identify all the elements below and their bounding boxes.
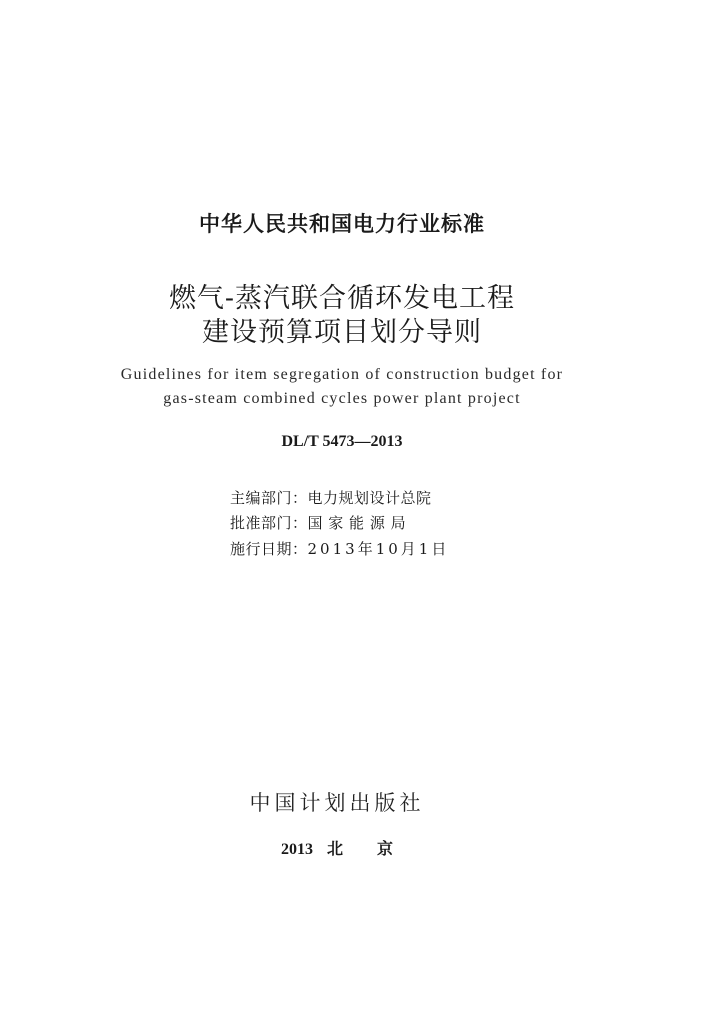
editor-department-label: 主编部门：	[230, 489, 308, 507]
standard-number: DL/T 5473—2013	[281, 433, 403, 450]
approver-department-value: 国 家 能 源 局	[307, 514, 407, 532]
title-zh-line-1: 燃气-蒸汽联合循环发电工程	[168, 283, 516, 314]
editor-department-value: 电力规划设计总院	[307, 489, 432, 507]
editor-department-row	[230, 487, 432, 508]
publisher-name: 中国计划出版社	[249, 791, 425, 815]
imprint-year: 2013	[280, 841, 313, 858]
approver-department-label: 批准部门：	[230, 514, 308, 532]
standard-series-heading: 中华人民共和国电力行业标准	[199, 212, 485, 236]
effective-date-label: 施行日期：	[230, 540, 308, 558]
imprint-city-char-2: 京	[377, 841, 394, 858]
title-en-line-1: Guidelines for item segregation of construction budget for	[120, 366, 564, 383]
approver-department-row	[230, 512, 406, 533]
title-zh-line-2: 建设预算项目划分导则	[202, 317, 482, 348]
effective-date-row	[230, 538, 449, 559]
imprint-line	[0, 836, 674, 859]
effective-date-value: 2013年10月1日	[307, 540, 450, 558]
imprint-city-char-1: 北	[326, 841, 343, 858]
title-en-line-2: gas-steam combined cycles power plant project	[163, 390, 521, 407]
